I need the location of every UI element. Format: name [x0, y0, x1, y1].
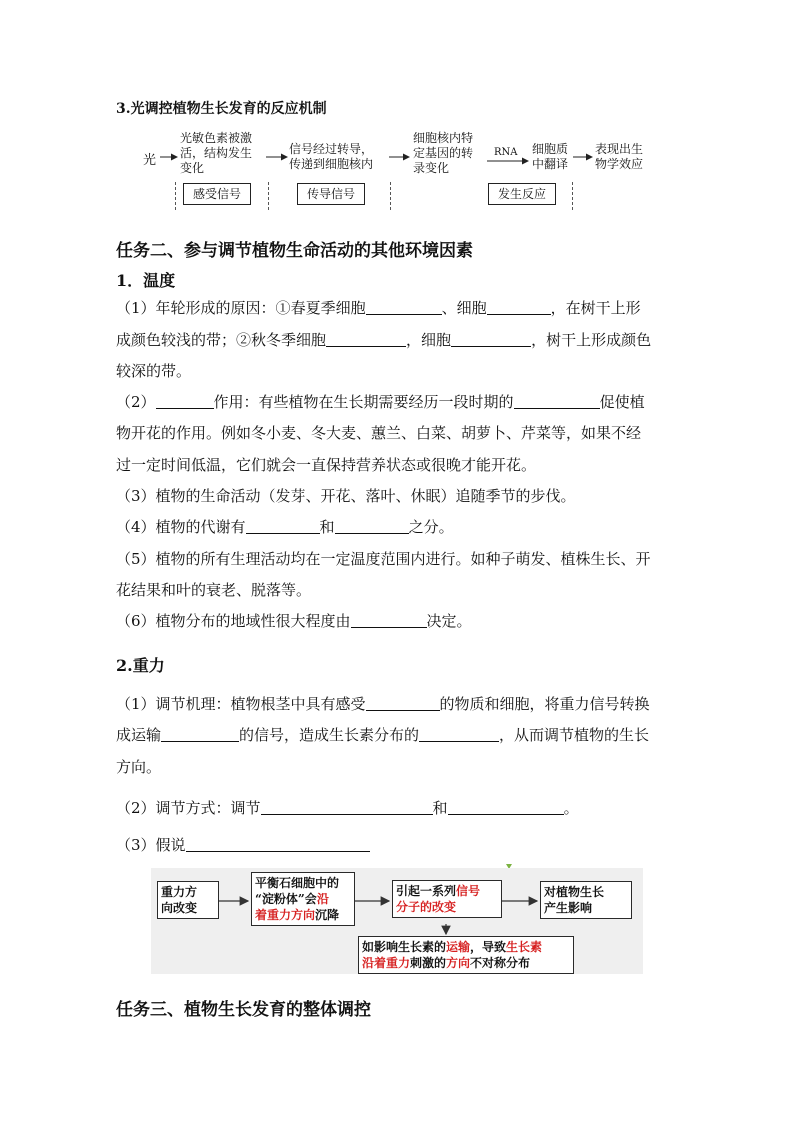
answer-blank[interactable] — [419, 725, 499, 742]
flow-box-gravity-change: 重力方 向改变 — [157, 881, 219, 919]
answer-blank[interactable] — [335, 517, 409, 534]
gravity-1-line-1: （1）调节机理：植物根茎中具有感受 的物质和细胞，将重力信号转换 — [116, 695, 650, 713]
gravity-flowchart — [151, 868, 643, 974]
gravity-1-line-3: 方向。 — [116, 758, 162, 776]
paragraph-2-line-2: 物开花的作用。例如冬小麦、冬大麦、蕙兰、白菜、胡萝卜、芹菜等，如果不经 — [116, 424, 642, 442]
diagram-arrows — [0, 0, 794, 230]
diagram-divider — [175, 182, 176, 210]
paragraph-2-line-1: （2） 作用：有些植物在生长期需要经历一段时期的 促使植 — [116, 393, 645, 411]
gravity-title: 2.重力 — [116, 656, 165, 675]
transduce-signal-box: 传导信号 — [297, 183, 365, 205]
gravity-3: （3）假说 — [116, 830, 370, 861]
diagram-step-5: 表现出生 物学效应 — [595, 142, 644, 171]
answer-blank[interactable] — [261, 798, 433, 815]
paragraph-4: （4）植物的代谢有 和 之分。 — [116, 518, 454, 536]
flow-box-auxin: 如影响生长素的运输，导致生长素 沿着重力刺激的方向不对称分布 — [358, 936, 574, 974]
reaction-box: 发生反应 — [488, 183, 556, 205]
answer-blank[interactable] — [186, 835, 370, 852]
answer-blank[interactable] — [366, 694, 440, 711]
diagram-step-3: 细胞核内特 定基因的转 录变化 — [413, 131, 474, 175]
diagram-step-1: 光敏色素被激 活，结构发生 变化 — [180, 131, 253, 175]
diagram-divider — [572, 182, 573, 210]
answer-blank[interactable] — [156, 392, 214, 409]
flow-box-statolith: 平衡石细胞中的 “淀粉体”会沿 着重力方向沉降 — [251, 872, 355, 926]
diagram-divider — [390, 182, 391, 210]
paragraph-1-line-2: 成颜色较浅的带；②秋冬季细胞 ，细胞 ，树干上形成颜色 — [116, 331, 652, 349]
temperature-title: 1．温度 — [116, 271, 176, 290]
task3-title: 任务三、植物生长发育的整体调控 — [116, 1000, 371, 1020]
circled-number: ① — [275, 299, 291, 317]
answer-blank[interactable] — [451, 330, 531, 347]
diagram-step-4: 细胞质 中翻译 — [532, 142, 569, 171]
task2-title: 任务二、参与调节植物生命活动的其他环境因素 — [116, 241, 473, 261]
paragraph-1-line-1: （1）年轮形成的原因：①春夏季细胞 、细胞 ，在树干上形 — [116, 299, 641, 317]
answer-blank[interactable] — [351, 611, 427, 628]
answer-blank[interactable] — [514, 392, 600, 409]
receive-signal-box: 感受信号 — [183, 183, 251, 205]
section-title: 3.光调控植物生长发育的反应机制 — [116, 101, 327, 117]
paragraph-1-line-3: 较深的带。 — [116, 362, 192, 380]
paragraph-6: （6）植物分布的地域性很大程度由 决定。 — [116, 612, 472, 630]
paragraph-5-line-1: （5）植物的所有生理活动均在一定温度范围内进行。如种子萌发、植株生长、开 — [116, 550, 651, 568]
answer-blank[interactable] — [487, 298, 551, 315]
diagram-start-label: 光 — [143, 153, 157, 168]
paragraph-2-line-3: 过一定时间低温，它们就会一直保持营养状态或很晚才能开花。 — [116, 456, 537, 474]
answer-blank[interactable] — [326, 330, 406, 347]
answer-blank[interactable] — [366, 298, 442, 315]
paragraph-5-line-2: 花结果和叶的衰老、脱落等。 — [116, 581, 312, 599]
gravity-2: （2）调节方式：调节 和 。 — [116, 799, 579, 817]
diagram-rna-label: RNA — [494, 147, 518, 158]
answer-blank[interactable] — [448, 798, 564, 815]
flow-box-signal-change: 引起一系列信号 分子的改变 — [392, 880, 502, 918]
diagram-divider — [268, 182, 269, 210]
flow-box-effect: 对植物生长 产生影响 — [540, 881, 632, 919]
circled-number: ② — [236, 331, 252, 349]
paragraph-3: （3）植物的生命活动（发芽、开花、落叶、休眠）追随季节的步伐。 — [116, 487, 576, 505]
diagram-step-2: 信号经过转导， 传递到细胞核内 — [289, 142, 374, 171]
answer-blank[interactable] — [246, 517, 320, 534]
gravity-1-line-2: 成运输 的信号，造成生长素分布的 ，从而调节植物的生长 — [116, 726, 650, 744]
answer-blank[interactable] — [161, 725, 239, 742]
